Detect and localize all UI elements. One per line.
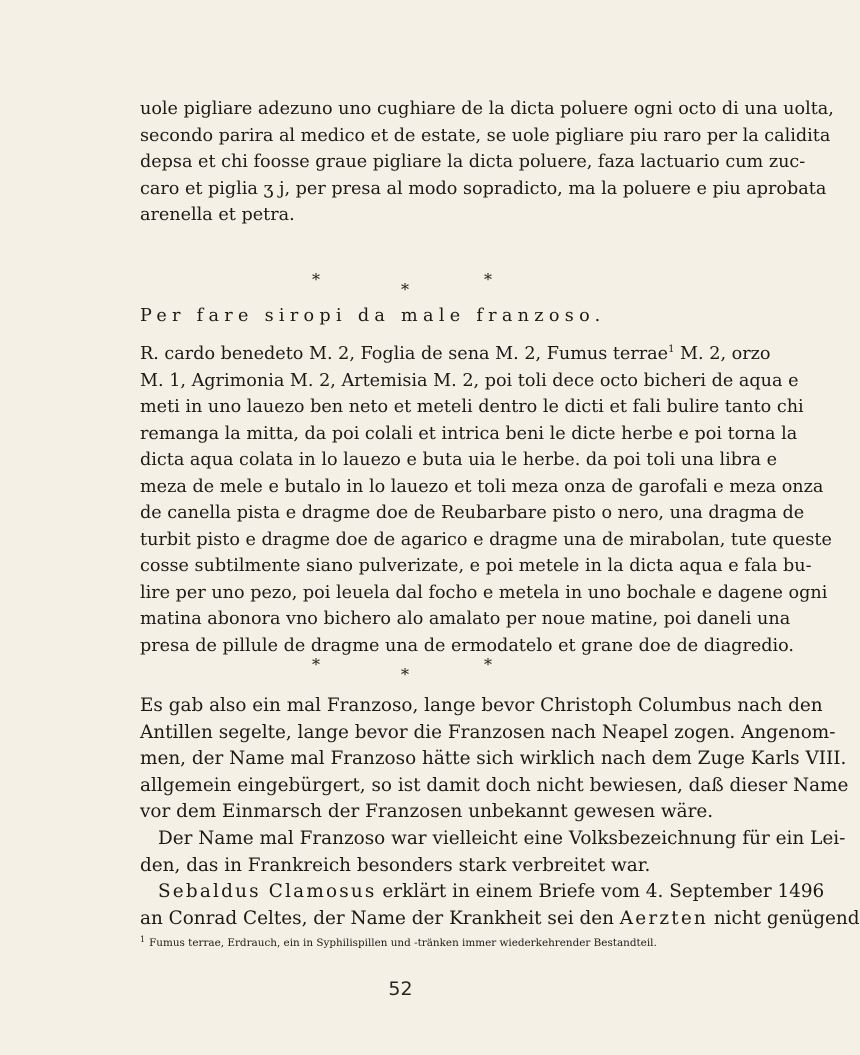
recipe-heading: Per fare siropi da male franzoso. xyxy=(140,306,606,326)
text-line: matina abonora vno bichero alo amalato per noue matine, poi daneli una xyxy=(140,609,791,629)
text-line: secondo parira al medico et de estate, se uole pigliare piu raro per la calidita xyxy=(140,125,831,146)
text-line: vor dem Einmarsch der Franzosen unbekannt gewesen wäre. xyxy=(140,801,714,822)
text-line: uole pigliare adezuno uno cughiare de la dicta poluere ogni octo di una uolta, xyxy=(140,99,834,119)
text-line: allgemein eingebürgert, so ist damit doch nicht bewiesen, daß dieser Name xyxy=(140,774,849,796)
text-line: presa de pillule de dragme una de ermodatelo et grane doe de diagredio. xyxy=(140,635,795,656)
text-line: men, der Name mal Franzoso hätte sich wirklich nach dem Zuge Karls VIII. xyxy=(140,748,847,769)
text-line: depsa et chi foosse graue pigliare la dicta poluere, faza lactuario cum zuc- xyxy=(140,152,806,172)
asterisk: * xyxy=(312,270,320,289)
paragraph-german-3 xyxy=(140,879,860,932)
section-divider-2 xyxy=(0,655,801,695)
asterisk: * xyxy=(484,270,492,289)
asterisk: * xyxy=(401,665,409,684)
asterisk: * xyxy=(312,655,320,674)
paragraph-german-2 xyxy=(140,826,846,879)
text-line: caro et piglia ʒ j, per presa al modo sopradicto, ma la poluere e piu aprobata xyxy=(140,178,827,199)
text-line: an Conrad Celtes, der Name der Krankheit sei den Aerzten nicht genügend xyxy=(140,907,860,929)
text-line: dicta aqua colata in lo lauezo e buta uia le herbe. da poi toli una libra e xyxy=(140,450,777,470)
footnote-number: 1 xyxy=(140,935,146,944)
text-line: Sebaldus Clamosus erklärt in einem Briefe vom 4. September 1496 xyxy=(158,881,825,902)
asterisk: * xyxy=(401,280,409,299)
text-line: arenella et petra. xyxy=(140,205,295,225)
text-line: cosse subtilmente siano pulverizate, e poi metele in la dicta aqua e fala bu- xyxy=(140,556,812,576)
paragraph-italian-recipe xyxy=(140,341,832,659)
footnote xyxy=(140,935,766,949)
section-divider-1 xyxy=(0,270,801,310)
text-line: M. 1, Agrimonia M. 2, Artemisia M. 2, poi toli dece octo bicheri de aqua e xyxy=(140,370,799,391)
asterisk: * xyxy=(484,655,492,674)
text-line: R. cardo benedeto M. 2, Foglia de sena M. 2, Fumus terrae$^1$ M. 2, orzo xyxy=(140,344,771,364)
text-line: lire per uno pezo, poi leuela dal focho e metela in uno bochale e dagene ogni xyxy=(140,582,828,603)
paragraph-german-1 xyxy=(140,693,849,826)
text-line: den, das in Frankreich besonders stark verbreitet war. xyxy=(140,854,651,876)
text-line: Es gab also ein mal Franzoso, lange bevor Christoph Columbus nach den xyxy=(140,695,823,716)
text-line: meza de mele e butalo in lo lauezo et toli meza onza de garofali e meza onza xyxy=(140,476,824,497)
text-line: Antillen segelte, lange bevor die Franzosen nach Neapel zogen. Angenom- xyxy=(140,721,836,743)
text-line: de canella pista e dragme doe de Reubarbare pisto o nero, una dragma de xyxy=(140,503,805,523)
text-line: Der Name mal Franzoso war vielleicht eine Volksbezeichnung für ein Lei- xyxy=(158,828,846,849)
page-number: 52 xyxy=(388,978,413,1000)
text-line: remanga la mitta, da poi colali et intrica beni le dicte herbe e poi torna la xyxy=(140,423,798,444)
footnote-marker: 1 xyxy=(668,344,675,355)
paragraph-italian-1 xyxy=(140,96,834,229)
footnote-text: Fumus terrae, Erdrauch, ein in Syphilispillen und -tränken immer wiederkehrender Bestandteil. xyxy=(149,937,657,949)
text-line: turbit pisto e dragme doe de agarico e dragme una de mirabolan, tute queste xyxy=(140,529,832,550)
text-line: meti in uno lauezo ben neto et meteli dentro le dicti et fali bulire tanto chi xyxy=(140,397,804,417)
